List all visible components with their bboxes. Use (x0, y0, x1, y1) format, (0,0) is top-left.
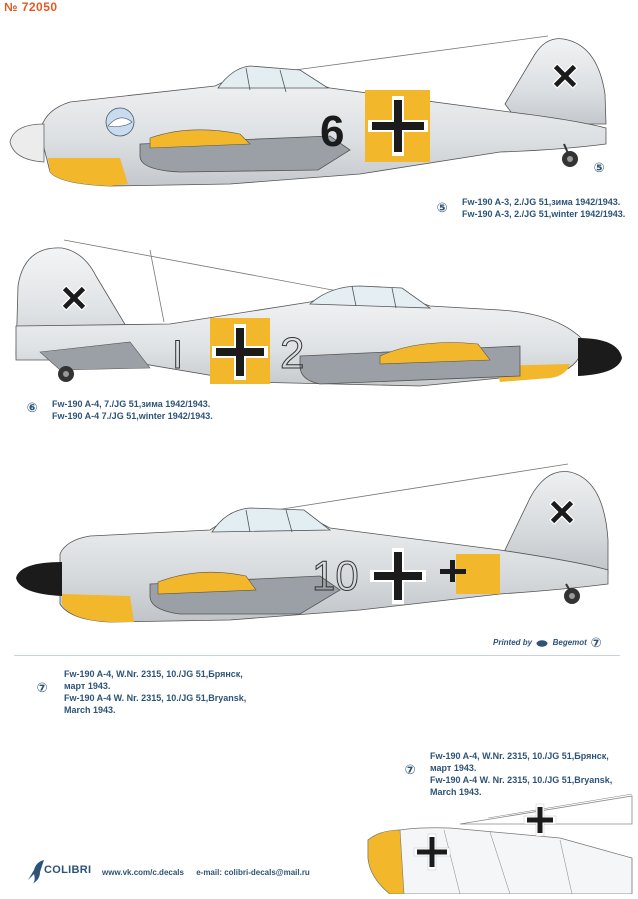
fuselage-bar: I (172, 333, 184, 377)
detail-caption-ru-1: Fw-190 A-4, W.Nr. 2315, 10./JG 51,Брянск, (430, 751, 609, 761)
caption-6 (52, 398, 213, 422)
detail-marker-7: ⑦ (404, 762, 416, 777)
logo-text: COLIBRI (44, 864, 92, 876)
caption-5 (462, 196, 625, 220)
detail-caption-en-1: Fw-190 A-4 W. Nr. 2315, 10./JG 51,Bryansk, (430, 775, 613, 785)
caption-5-en: Fw-190 A-3, 2./JG 51,winter 1942/1943. (462, 209, 626, 219)
hippo-icon (536, 639, 548, 647)
aircraft-profile-5 (0, 24, 638, 200)
caption-6-ru: Fw-190 A-4, 7./JG 51,зима 1942/1943. (52, 399, 211, 409)
profile-marker-6: ⑥ (26, 400, 38, 415)
caption-7-en-1: Fw-190 A-4 W. Nr. 2315, 10./JG 51,Bryansk, (64, 693, 247, 703)
sheet-code: № 72050 (4, 0, 58, 14)
caption-7 (64, 668, 246, 716)
profile-marker-5: ⑤ (436, 200, 448, 215)
upper-wing-detail (360, 768, 638, 894)
fuselage-number-6: 6 (320, 107, 345, 156)
detail-caption-en-2: March 1943. (430, 787, 482, 797)
printer-brand: Begemot (552, 638, 587, 647)
caption-5-ru: Fw-190 A-3, 2./JG 51,зима 1942/1943. (462, 197, 621, 207)
caption-7-en-2: March 1943. (64, 705, 116, 715)
fuselage-number-2: 2 (280, 329, 305, 378)
detail-caption-ru-2: март 1943. (430, 763, 477, 773)
colibri-bird-icon (26, 858, 46, 884)
profile-marker-7-side: ⑦ (590, 635, 602, 650)
footer-website[interactable]: www.vk.com/c.decals (102, 868, 184, 877)
footer-email[interactable]: e-mail: colibri-decals@mail.ru (196, 868, 310, 877)
aircraft-profile-7 (0, 454, 638, 634)
profile-marker-7: ⑦ (36, 680, 48, 695)
footer-contacts (102, 868, 320, 877)
printed-by (493, 638, 587, 647)
caption-6-en: Fw-190 A-4 7./JG 51,winter 1942/1943. (52, 411, 213, 421)
profile-marker-5-side: ⑤ (593, 160, 605, 175)
fuselage-number-10: 10 (312, 552, 359, 599)
printed-by-label: Printed by (493, 638, 533, 647)
caption-7-ru-2: март 1943. (64, 681, 111, 691)
aircraft-profile-6 (0, 226, 638, 394)
caption-7-ru-1: Fw-190 A-4, W.Nr. 2315, 10./JG 51,Брянск, (64, 669, 243, 679)
section-divider (14, 655, 620, 656)
